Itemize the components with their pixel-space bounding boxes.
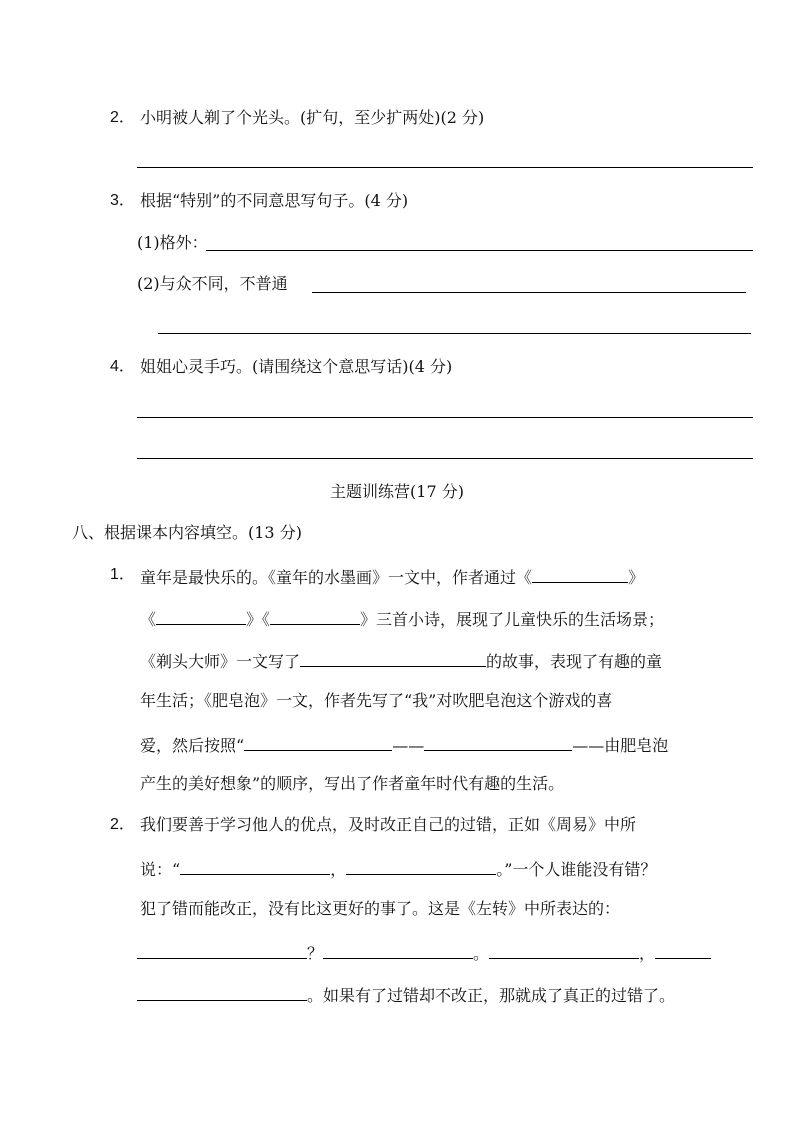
blank[interactable] — [655, 940, 711, 959]
question-number: 2． — [110, 816, 135, 833]
answer-line[interactable] — [158, 333, 751, 334]
answer-line[interactable] — [206, 250, 753, 251]
blank[interactable] — [244, 732, 392, 751]
sub-question-label: (1)格外： — [137, 233, 208, 252]
text-line: 我们要善于学习他人的优点，及时改正自己的过错，正如《周易》中所 — [140, 815, 637, 834]
fill-blank-line: 。如果有了过错却不改正，那就成了真正的过错了。 — [137, 982, 675, 1007]
question-number: 4． — [110, 358, 135, 375]
blank[interactable] — [137, 982, 307, 1001]
blank[interactable] — [180, 856, 330, 875]
blank[interactable] — [489, 940, 639, 959]
answer-line[interactable] — [312, 292, 746, 293]
question-number: 1． — [110, 566, 135, 583]
answer-line[interactable] — [137, 417, 753, 418]
fill-blank-line: 说：“ ， 。”一个人谁能没有错？ — [140, 856, 656, 881]
question-number: 2． — [110, 109, 135, 126]
text-line: 年生活；《肥皂泡》一文，作者先写了“我”对吹肥皂泡这个游戏的喜 — [140, 691, 613, 710]
blank[interactable] — [424, 732, 572, 751]
fill-blank-line: 《剃头大师》一文写了 的故事，表现了有趣的童 — [140, 648, 662, 673]
fill-blank-line: 童年是最快乐的。《童年的水墨画》一文中，作者通过《 》 — [140, 564, 644, 589]
fill-blank-line: 《 》《 》三首小诗，展现了儿童快乐的生活场景； — [140, 606, 664, 631]
fill-blank-line: 爱，然后按照“ —— ——由肥皂泡 — [140, 732, 668, 757]
fill-blank-line: ？ 。 ， — [137, 940, 711, 965]
section-title: 主题训练营(17 分) — [330, 482, 464, 501]
question-number: 3． — [110, 192, 135, 209]
question-text: 根据“特别”的不同意思写句子。(4 分) — [140, 191, 409, 210]
blank[interactable] — [137, 940, 307, 959]
blank[interactable] — [346, 856, 496, 875]
text-line: 犯了错而能改正，没有比这更好的事了。这是《左转》中所表达的： — [140, 899, 621, 918]
answer-line[interactable] — [137, 458, 753, 459]
blank[interactable] — [270, 606, 360, 625]
blank[interactable] — [300, 648, 486, 667]
blank[interactable] — [156, 606, 246, 625]
question-text: 姐姐心灵手巧。(请围绕这个意思写话)(4 分) — [140, 357, 453, 376]
question-text: 小明被人剃了个光头。(扩句，至少扩两处)(2 分) — [140, 108, 485, 127]
answer-line[interactable] — [137, 167, 753, 168]
blank[interactable] — [323, 940, 473, 959]
part-heading: 八、根据课本内容填空。(13 分) — [72, 523, 302, 542]
text-line: 产生的美好想象”的顺序，写出了作者童年时代有趣的生活。 — [140, 774, 565, 793]
sub-question-label: (2)与众不同，不普通 — [137, 274, 288, 293]
blank[interactable] — [532, 564, 628, 583]
